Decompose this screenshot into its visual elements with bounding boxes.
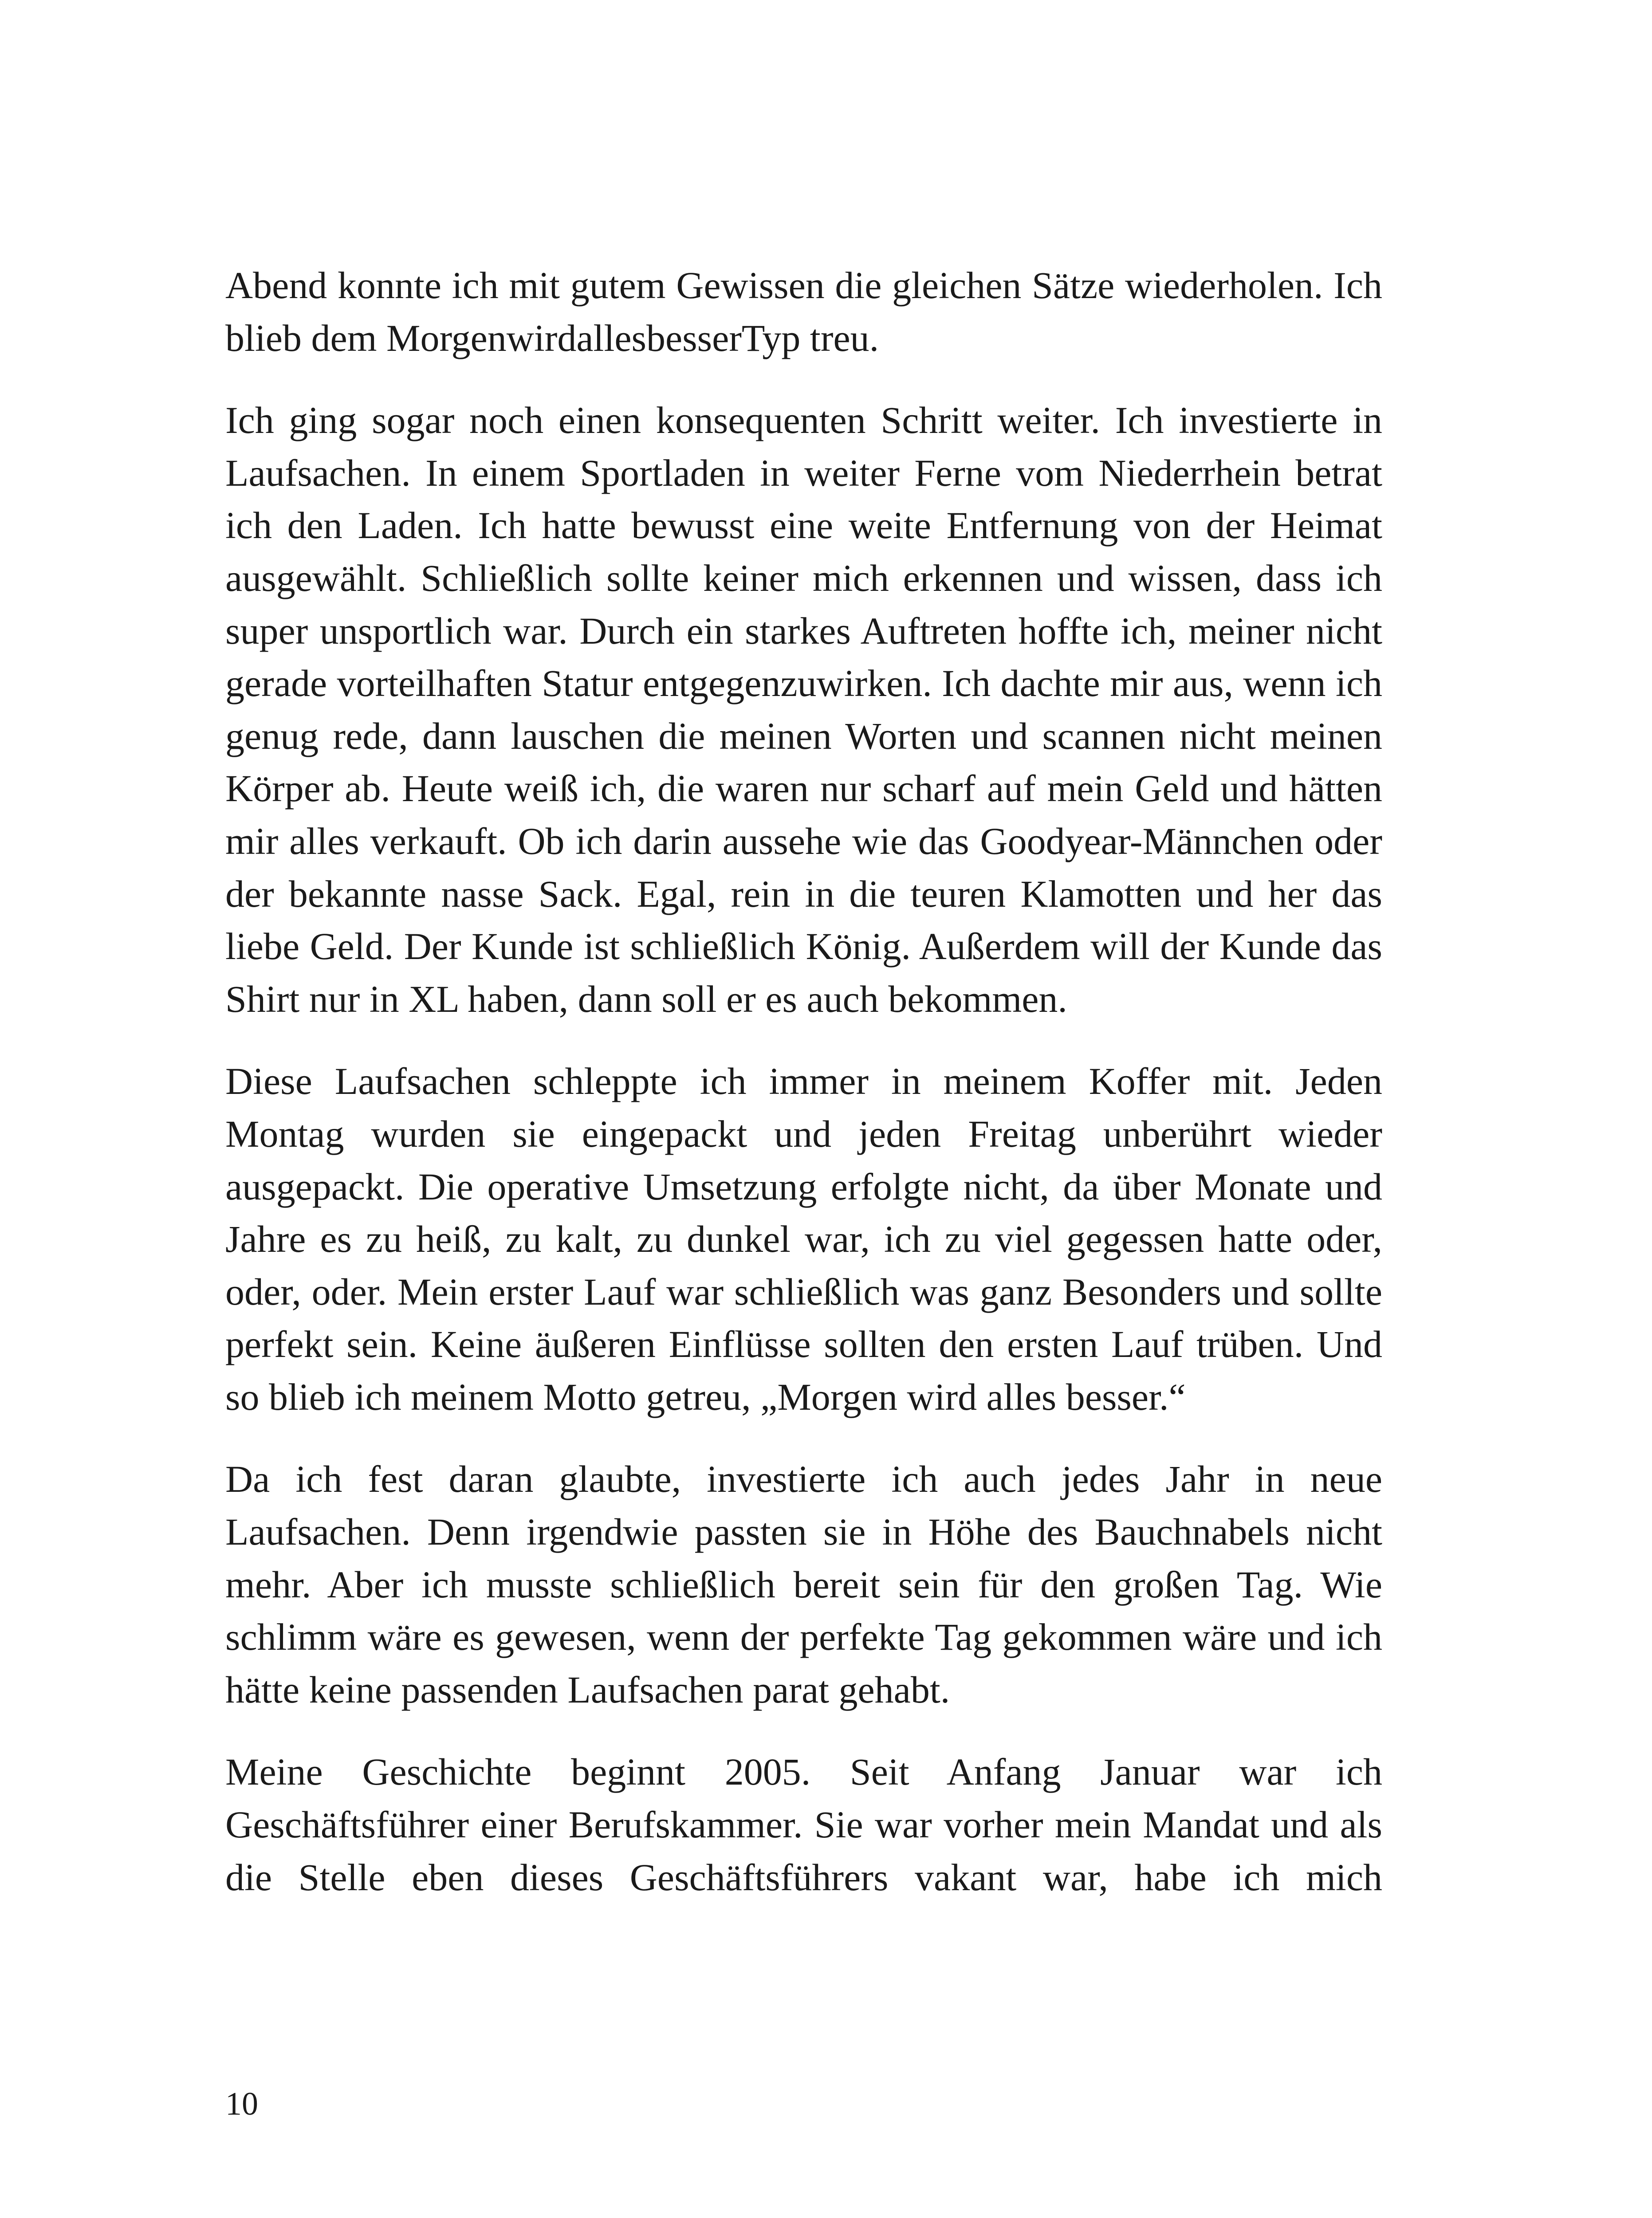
- paragraph: Diese Laufsachen schleppte ich immer in meinem Koffer mit. Jeden Montag wurden sie eingepackt und jeden Freitag unberührt wieder ausgepackt. Die operative Umsetzung erfolgte nicht, da über Monate und Jahre es zu heiß, zu kalt, zu dunkel war, ich zu viel gegessen hatte oder, oder, oder. Mein erster Lauf war schließlich was ganz Besonders und sollte perfekt sein. Keine äußeren Einflüsse sollten den ersten Lauf trüben. Und so blieb ich meinem Motto getreu, „Morgen wird alles besser.“: [225, 1060, 1382, 1418]
- body-text: [225, 259, 1382, 1903]
- page-number: 10: [225, 2086, 258, 2122]
- paragraph: Da ich fest daran glaubte, investierte ich auch jedes Jahr in neue Laufsachen. Denn irgendwie passten sie in Höhe des Bauchnabels nicht mehr. Aber ich musste schließlich bereit sein für den großen Tag. Wie schlimm wäre es gewesen, wenn der perfekte Tag gekommen wäre und ich hätte keine passenden Laufsachen parat gehabt.: [225, 1458, 1382, 1711]
- paragraph: Meine Geschichte beginnt 2005. Seit Anfang Januar war ich Geschäftsführer einer Berufskammer. Sie war vorher mein Mandat und als die Stelle eben dieses Geschäftsführers vakant war, habe ich mich: [225, 1750, 1382, 1899]
- paragraph: Abend konnte ich mit gutem Gewissen die gleichen Sätze wiederholen. Ich blieb dem MorgenwirdallesbesserTyp treu.: [225, 264, 1382, 359]
- paragraph: Ich ging sogar noch einen konsequenten Schritt weiter. Ich investierte in Laufsachen. In einem Sportladen in weiter Ferne vom Niederrhein betrat ich den Laden. Ich hatte bewusst eine weite Entfernung von der Heimat ausgewählt. Schließlich sollte keiner mich erkennen und wissen, dass ich super unsportlich war. Durch ein starkes Auftreten hoffte ich, meiner nicht gerade vorteilhaften Statur entgegenzuwirken. Ich dachte mir aus, wenn ich genug rede, dann lauschen die meinen Worten und scannen nicht meinen Körper ab. Heute weiß ich, die waren nur scharf auf mein Geld und hätten mir alles verkauft. Ob ich darin aussehe wie das Goodyear-Männchen oder der bekannte nasse Sack. Egal, rein in die teuren Klamotten und her das liebe Geld. Der Kunde ist schließlich König. Außerdem will der Kunde das Shirt nur in XL haben, dann soll er es auch bekommen.: [225, 399, 1382, 1020]
